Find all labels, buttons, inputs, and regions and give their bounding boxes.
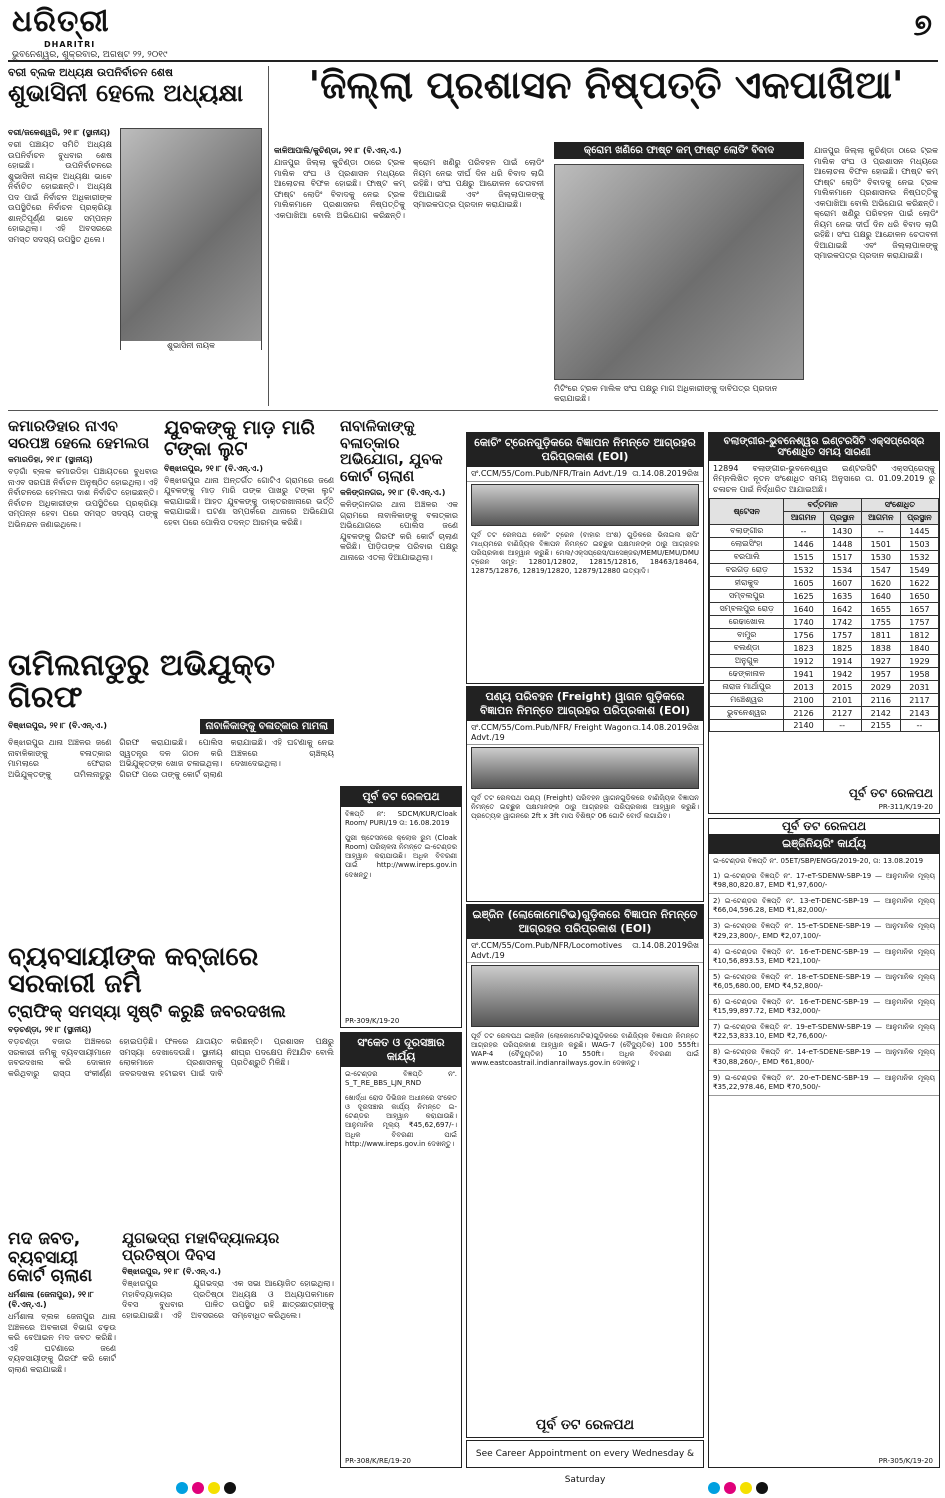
page-number: ୭ <box>913 8 932 43</box>
time-cell: 1640 <box>861 590 900 603</box>
story-land <box>8 944 334 1224</box>
ad-body: ପୂର୍ବ ତଟ ରେଳପଥ ପଣ୍ୟ (Freight) ପରିବହନ ୱାଗନଗୁଡ଼ିକରେ ବାଣିଜ୍ୟିକ ବିଜ୍ଞାପନ ନିମନ୍ତେ ଇଚ୍ଛୁକ ପକ୍ଷମାନଙ୍କ ଠାରୁ ଆଗ୍ରହର ପରିପ୍ରକାଶ ଆହ୍ୱାନ କରୁଛି। ପ୍ରତ୍ୟେକ ୱାଗନରେ 2ft x 3ft ମାପ ବିଶିଷ୍ଟ 06 ଗୋଟି ବୋର୍ଡ ଲଗାଯିବ। <box>471 794 699 821</box>
tender-item: 9) ଇ-ଟେଣ୍ଡର ବିଜ୍ଞପ୍ତି ନଂ. 20-eT-DENC-SBP-19 — ଆନୁମାନିକ ମୂଲ୍ୟ ₹35,22,978.46, EMD ₹70,500/- <box>709 1071 939 1096</box>
story-dateline: ବିଞ୍ଝାରପୁର, ୨୧।୮ (ବି.ଏନ୍.ଏ.) <box>8 720 107 730</box>
col-station: ଷ୍ଟେସନ <box>710 499 784 525</box>
story-sarpanch <box>8 418 158 638</box>
ad-ref: ବିଜ୍ଞପ୍ତି ନଂ: SDCM/KUR/Cloak Room/ PURI/19 ତା: 16.08.2019 <box>345 810 457 828</box>
time-cell: 1838 <box>861 642 900 655</box>
time-cell: 1620 <box>861 577 900 590</box>
time-cell: 1755 <box>861 616 900 629</box>
time-cell: 2031 <box>900 681 938 694</box>
story-dateline: ବିଞ୍ଝାରପୁର, ୨୧।୮ (ବି.ଏନ୍.ଏ.) <box>164 463 263 473</box>
ad-ref: ଇ-ଟେଣ୍ଡର ବିଜ୍ଞପ୍ତି ନଂ. S_T_RE_BBS_LJN_RND <box>345 1070 457 1088</box>
col-current: ବର୍ତ୍ତମାନ <box>784 499 861 512</box>
registration-mark <box>756 1482 768 1494</box>
ad-freight <box>466 686 704 902</box>
ad-locomotive <box>466 904 704 1438</box>
time-cell: 1430 <box>823 525 861 538</box>
time-cell: 2029 <box>861 681 900 694</box>
time-cell: 1635 <box>823 590 861 603</box>
story-dateline: ବରୀ/ଜଳେଶ୍ୱରି, ୨୧।୮ (ସ୍ଥାନୀୟ) <box>8 128 111 137</box>
ad-body: ପୁରୀ ଷ୍ଟେସନରେ କ୍ଲୋକ ରୁମ (Cloak Room) ପରିଚାଳନା ନିମନ୍ତେ ଇ-ଟେଣ୍ଡର ଆହ୍ୱାନ କରାଯାଉଛି। ଅଧିକ ବିବରଣୀ ପାଇଁ http://www.ireps.gov.in ଦେଖନ୍ତୁ। <box>345 834 458 879</box>
story-body: ଧର୍ମଶାଳା ବ୍ଲକ ଜେନାପୁର ଥାନା ଅଞ୍ଚଳରେ ଅବକାରୀ ବିଭାଗ ଚଢ଼ଉ କରି ବେଆଇନ ମଦ ଜବତ କରିଛି। ଏହି ଘଟଣାରେ ଜଣେ ବ୍ୟବସାୟୀଙ୍କୁ ଗିରଫ କରି କୋର୍ଟ ଚାଲାଣ କରାଯାଇଛି। <box>8 1312 116 1374</box>
time-cell: 2142 <box>861 707 900 720</box>
time-cell: 1650 <box>900 590 938 603</box>
story-subhead: ଟ୍ରାଫିକ୍ ସମସ୍ୟା ସୃଷ୍ଟି କରୁଛି ଜବରଦଖଲ <box>8 1001 286 1022</box>
photo-caption: ଶୁଭାସିନୀ ନାୟକ <box>121 341 261 351</box>
station-cell: ସମ୍ବଲପୁର <box>710 590 784 603</box>
station-cell: ଅନୁଗୁଳ <box>710 655 784 668</box>
time-cell: 1640 <box>784 603 823 616</box>
ad-pr-number: PR-305/K/19-20 <box>878 1457 933 1465</box>
time-cell: 1825 <box>823 642 861 655</box>
column-rule <box>268 66 269 406</box>
time-cell: 1655 <box>861 603 900 616</box>
time-cell: 1657 <box>900 603 938 616</box>
timetable-row <box>710 681 939 694</box>
station-cell: ବଲାଙ୍ଗୀର <box>710 525 784 538</box>
col-revised: ସଂଶୋଧିତ <box>861 499 938 512</box>
time-cell: 1957 <box>861 668 900 681</box>
logo-subtitle: DHARITRI <box>44 40 96 49</box>
story-dateline: କଳିଙ୍ଗନଗର, ୨୧।୮ (ବି.ଏନ୍.ଏ.) <box>340 488 446 497</box>
time-cell: 1530 <box>861 551 900 564</box>
station-cell: ବାମୁର <box>710 629 784 642</box>
ad-pr-number: PR-309/K/19-20 <box>345 1017 400 1025</box>
story-dateline: ବିଞ୍ଝାରପୁର, ୨୧।୮ (ବି.ଏନ୍.ଏ.) <box>122 1267 221 1276</box>
story-headline: ଯୁବକଙ୍କୁ ମାଡ଼ ମାରି ଟଙ୍କା ଲୁଟ <box>164 418 315 460</box>
tender-item: 6) ଇ-ଟେଣ୍ଡର ବିଜ୍ଞପ୍ତି ନଂ. 16-eT-DENC-SBP-19 — ଆନୁମାନିକ ମୂଲ୍ୟ ₹15,99,897.72, EMD ₹32,000/- <box>709 995 939 1020</box>
story-body: ବିଞ୍ଝାରପୁର ଯୁଗଭଦ୍ରା ମହାବିଦ୍ୟାଳୟର ପ୍ରତିଷ୍ଠା ଦିବସ ବୁଧବାର ପାଳିତ ହୋଇଯାଇଛି। ଏହି ଅବସରରେ ଏକ ସଭା ଆୟୋଜିତ ହୋଇଥିଲା। ଅଧ୍ୟକ୍ଷ ଓ ଅଧ୍ୟାପକମାନେ ଉପସ୍ଥିତ ରହି ଛାତ୍ରଛାତ୍ରୀଙ୍କୁ ସମ୍ବୋଧିତ କରିଥିଲେ। <box>122 1279 334 1320</box>
registration-mark <box>724 1482 736 1494</box>
story-lead <box>274 66 938 406</box>
ad-coaching <box>466 432 704 684</box>
issue-dateline: ଭୁବନେଶ୍ୱର, ଶୁକ୍ରବାର, ଅଗଷ୍ଟ ୨୨, ୨୦୧୯ <box>12 50 168 60</box>
ad-title: ଇଞ୍ଜିନିୟରିଂ କାର୍ଯ୍ୟ <box>709 834 939 854</box>
ad-intro: 12894 ବଲାଙ୍ଗୀର-ଭୁବନେଶ୍ୱର ଇଣ୍ଟରସିଟି ଏକ୍ସପ୍ରେସ୍‌କୁ ନିମ୍ନଲିଖିତ ନୂତନ ସଂଶୋଧିତ ସମୟ ଅନୁସାରେ ତା. 01.09.2019 ରୁ ଚଳାଚଳ ପାଇଁ ନିର୍ଦ୍ଧାରିତ ଆଯାଇଅଛି। <box>713 464 935 494</box>
time-cell: 1757 <box>900 616 938 629</box>
station-cell: ହୀରାକୁଦ <box>710 577 784 590</box>
timetable-row <box>710 551 939 564</box>
time-cell: 1448 <box>823 538 861 551</box>
story-body: ବିଞ୍ଝାରପୁର ଥାନା ଅନ୍ତର୍ଗତ ଗୋଟିଏ ଗ୍ରାମରେ ଜଣେ ଯୁବକଙ୍କୁ ମାଡ଼ ମାରି ତାଙ୍କ ପାଖରୁ ଟଙ୍କା ଲୁଟ କରାଯାଇଛି। ଆହତ ଯୁବକଙ୍କୁ ଡାକ୍ତରଖାନାରେ ଭର୍ତ୍ତି କରାଯାଇଛି। ଘଟଣା ସମ୍ପର୍କରେ ଥାନାରେ ଅଭିଯୋଗ ହେବା ପରେ ପୋଲିସ ତଦନ୍ତ ଆରମ୍ଭ କରିଛି। <box>164 475 334 527</box>
ad-title: ଇଞ୍ଜିନ (ଲୋକୋମୋଟିଭ)ଗୁଡ଼ିକରେ ବିଜ୍ଞାପନ ନିମନ୍ତେ ଆଗ୍ରହର ପରିପ୍ରକାଶ (EOI) <box>467 905 703 939</box>
story-headline: ତାମିଲନାଡୁରୁ ଅଭିଯୁକ୍ତ ଗିରଫ <box>8 650 276 715</box>
ad-title: ପୂର୍ବ ତଟ ରେଳପଥ <box>341 787 461 807</box>
ad-timetable <box>708 432 940 814</box>
lead-dateline: କାଳିଆପାଲି/କୁଚିଣ୍ଡା, ୨୧।୮ (ବି.ଏନ୍.ଏ.) <box>274 146 402 155</box>
ad-header: ପୂର୍ବ ତଟ ରେଳପଥ <box>781 819 867 833</box>
ad-ref: ସଂ.CCM/55/Com.Pub/NFR/ Freight Wagon Advt./19 <box>471 723 632 742</box>
story-kicker: ବରୀ ବ୍ଲକ ଅଧ୍ୟକ୍ଷ ଉପନିର୍ବାଚନ ଶେଷ <box>8 66 174 79</box>
time-cell: 1757 <box>823 629 861 642</box>
ad-body: ପୂର୍ବ ତଟ ରେଳପଥ ଇଞ୍ଜିନ (ଲୋକୋମୋଟିଭ)ଗୁଡ଼ିକରେ ବାଣିଜ୍ୟିକ ବିଜ୍ଞାପନ ନିମନ୍ତେ ଆଗ୍ରହର ପରିପ୍ରକାଶ ଆହ୍ୱାନ କରୁଛି। WAG-7 (ବୈଦ୍ୟୁତିକ) 100 555ft। WAP-4 (ବୈଦ୍ୟୁତିକ) 10 550ft। ଅଧିକ ବିବରଣୀ ପାଇଁ www.eastcoastrail.indianrailways.gov.in ଦେଖନ୍ତୁ। <box>471 1032 699 1068</box>
ad-signal <box>340 1032 462 1468</box>
lead-photo-caption: ମିଟିଂରେ ଟ୍ରକ ମାଲିକ ସଂଘ ପକ୍ଷରୁ ମାଗ ଅଧିକାରୀଙ୍କୁ ଦାବିପତ୍ର ପ୍ରଦାନ କରାଯାଇଛି। <box>554 384 778 403</box>
time-cell: 1942 <box>823 668 861 681</box>
col-arrival: ଆଗମନ <box>784 512 823 525</box>
story-minor <box>340 418 458 778</box>
timetable-row <box>710 668 939 681</box>
story-dateline: ବଡ଼ଚଣ୍ଡ଼ା, ୨୧।୮ (ସ୍ଥାନୀୟ) <box>8 1025 92 1035</box>
lead-headline: 'ଜିଲ୍ଲା ପ୍ରଶାସନ ନିଷ୍ପତ୍ତି ଏକପାଖିଆ' <box>308 66 904 107</box>
masthead <box>8 4 938 62</box>
ad-pr-number: PR-311/K/19-20 <box>878 803 933 811</box>
station-cell: ନାରାଜ ମାର୍ଥାପୁର <box>710 681 784 694</box>
wagon-image <box>471 747 699 789</box>
story-headline: ଶୁଭାସିନୀ ହେଲେ ଅଧ୍ୟକ୍ଷା <box>8 79 244 107</box>
station-cell: ଢେଙ୍କାନାଳ <box>710 668 784 681</box>
time-cell: 1607 <box>823 577 861 590</box>
ad-date: ତା.14.08.2019ରିଖ <box>632 941 699 950</box>
time-cell: 1622 <box>900 577 938 590</box>
train-image <box>471 484 699 526</box>
tender-item: 3) ଇ-ଟେଣ୍ଡର ବିଜ୍ଞପ୍ତି ନଂ. 15-eT-SDENE-SBP-19 — ଆନୁମାନିକ ମୂଲ୍ୟ ₹29,23,800/-, EMD ₹2,07,100/- <box>709 919 939 944</box>
ad-body: ପୂର୍ବ ତଟ ରେଳପଥ କୋଚିଂ ଟ୍ରେନ (ବାହାର ଅଂଶ) ଗୁଡ଼ିକରେ ଭିନାଇଲ ରାପିଂ ମାଧ୍ୟମରେ ବାଣିଜ୍ୟିକ ବିଜ୍ଞାପନ ନିମନ୍ତେ ଇଚ୍ଛୁକ ପକ୍ଷମାନଙ୍କ ଠାରୁ ଆଗ୍ରହର ପରିପ୍ରକାଶ ଆହ୍ୱାନ କରୁଛି। ମେଲ/ଏକ୍ସପ୍ରେସ/ପାସେଞ୍ଜର/MEMU/EMU/DMU ଟ୍ରେନ ସମୂହ: 12801/12802, 12815/12816, 18463/18464, 12875/12876, 12819/12820, 12879/12880 ଇତ୍ୟାଦି। <box>471 531 699 576</box>
time-cell: 1914 <box>823 655 861 668</box>
time-cell: 1503 <box>900 538 938 551</box>
lead-body: ଯାଜପୁର ଜିଲ୍ଲା କୁଚିଣ୍ଡା ଠାରେ ଟ୍ରକ ମାଲିକ ସଂଘ ଓ ପ୍ରଶାସନ ମଧ୍ୟରେ ଆଲୋଚନା ବିଫଳ ହୋଇଛି। ଫାଷ୍ଟ କମ୍ ଫାଷ୍ଟ ଲୋଡିଂ ବିବାଦକୁ ନେଇ ଟ୍ରକ ମାଲିକମାନେ ପ୍ରଶାସନର ନିଷ୍ପତ୍ତିକୁ ଏକପାଖିଆ ବୋଲି ଅଭିଯୋଗ କରିଛନ୍ତି। କ୍ରୋମ ଖଣିରୁ ପରିବହନ ପାଇଁ ଲୋଡିଂ ନିୟମ ନେଇ ଦୀର୍ଘ ଦିନ ଧରି ବିବାଦ ଲାଗି ରହିଛି। ସଂଘ ପକ୍ଷରୁ ଆନ୍ଦୋଳନ ଚେତାବନୀ ଦିଆଯାଇଛି ଏବଂ ଜିଲ୍ଲାପାଳଙ୍କୁ ସ୍ମାରକପତ୍ର ପ୍ରଦାନ କରାଯାଇଛି। <box>274 158 544 220</box>
time-cell: -- <box>861 525 900 538</box>
time-cell: 1642 <box>823 603 861 616</box>
time-cell: 2100 <box>784 694 823 707</box>
time-cell: 1812 <box>900 629 938 642</box>
story-subhani <box>8 66 264 406</box>
time-cell: 1958 <box>900 668 938 681</box>
station-cell <box>710 720 784 732</box>
timetable-row <box>710 590 939 603</box>
time-cell: 1549 <box>900 564 938 577</box>
col-arrival: ଆଗମନ <box>861 512 900 525</box>
ad-ref: ସଂ.CCM/55/Com.Pub/NFR/Locomotives Advt./19 <box>471 941 623 960</box>
time-cell: 1446 <box>784 538 823 551</box>
time-cell: 1927 <box>861 655 900 668</box>
time-cell: 1532 <box>900 551 938 564</box>
time-cell: 2127 <box>823 707 861 720</box>
station-cell: ଭୁବନେଶ୍ୱର <box>710 707 784 720</box>
tender-item: 8) ଇ-ଟେଣ୍ଡର ବିଜ୍ଞପ୍ତି ନଂ. 14-eT-SDENE-SBP-19 — ଆନୁମାନିକ ମୂଲ୍ୟ ₹30,88,260/-, EMD ₹61,800/- <box>709 1045 939 1070</box>
story-dateline: ଧର୍ମଶାଳା (ଜେନାପୁର), ୨୧।୮ (ବି.ଏନ୍.ଏ.) <box>8 1290 94 1310</box>
registration-mark <box>192 1482 204 1494</box>
story-youth <box>164 418 334 638</box>
timetable-row <box>710 577 939 590</box>
station-cell: ମଞ୍ଚେଶ୍ୱର <box>710 694 784 707</box>
story-headline: ଯୁଗଭଦ୍ରା ମହାବିଦ୍ୟାଳୟର ପ୍ରତିଷ୍ଠା ଦିବସ <box>122 1230 280 1264</box>
lead-body-continued: ଯାଜପୁର ଜିଲ୍ଲା କୁଚିଣ୍ଡା ଠାରେ ଟ୍ରକ ମାଲିକ ସଂଘ ଓ ପ୍ରଶାସନ ମଧ୍ୟରେ ଆଲୋଚନା ବିଫଳ ହୋଇଛି। ଫାଷ୍ଟ କମ୍ ଫାଷ୍ଟ ଲୋଡିଂ ବିବାଦକୁ ନେଇ ଟ୍ରକ ମାଲିକମାନେ ପ୍ରଶାସନର ନିଷ୍ପତ୍ତିକୁ ଏକପାଖିଆ ବୋଲି ଅଭିଯୋଗ କରିଛନ୍ତି। କ୍ରୋମ ଖଣିରୁ ପରିବହନ ପାଇଁ ଲୋଡିଂ ନିୟମ ନେଇ ଦୀର୍ଘ ଦିନ ଧରି ବିବାଦ ଲାଗି ରହିଛି। ସଂଘ ପକ୍ଷରୁ ଆନ୍ଦୋଳନ ଚେତାବନୀ ଦିଆଯାଇଛି ଏବଂ ଜିଲ୍ଲାପାଳଙ୍କୁ ସ୍ମାରକପତ୍ର ପ୍ରଦାନ କରାଯାଇଛି। <box>814 146 938 261</box>
story-body: ବଡ଼ଗାଁ ବ୍ଲକ କମାରଡିହା ପଞ୍ଚାୟତରେ ବୁଧବାର ନାଏବ ସରପଞ୍ଚ ନିର୍ବାଚନ ଅନୁଷ୍ଠିତ ହୋଇଥିଲା। ଏହି ନିର୍ବାଚନରେ ହେମଲତା ଦାଶ ନିର୍ବାଚିତ ହୋଇଛନ୍ତି। ନିର୍ବାଚନ ଅଧିକାରୀଙ୍କ ଉପସ୍ଥିତିରେ ପ୍ରକ୍ରିୟା ସମ୍ପନ୍ନ ହେବା ପରେ ସମସ୍ତ ସଦସ୍ୟ ତାଙ୍କୁ ଅଭିନନ୍ଦନ ଜଣାଇଥିଲେ। <box>8 467 158 529</box>
col-departure: ପ୍ରସ୍ଥାନ <box>900 512 938 525</box>
time-cell: -- <box>900 720 938 732</box>
ad-date: ତା.14.08.2019ରିଖ <box>632 469 699 478</box>
story-body: ବରୀ ପଞ୍ଚାୟତ ସମିତି ଅଧ୍ୟକ୍ଷ ଉପନିର୍ବାଚନ ବୁଧବାର ଶେଷ ହୋଇଛି। ଉପନିର୍ବାଚନରେ ଶୁଭାସିନୀ ନାୟକ ଅଧ୍ୟକ୍ଷା ଭାବେ ନିର୍ବାଚିତ ହୋଇଛନ୍ତି। ଅଧ୍ୟକ୍ଷ ପଦ ପାଇଁ ନିର୍ବାଚନ ଅଧିକାରୀଙ୍କ ଉପସ୍ଥିତିରେ ନିର୍ବାଚନ ପ୍ରକ୍ରିୟା ଶାନ୍ତିପୂର୍ଣ୍ଣ ଭାବେ ସମ୍ପନ୍ନ ହୋଇଥିଲା। ଏହି ଅବସରରେ ସମସ୍ତ ସଦସ୍ୟ ଉପସ୍ଥିତ ଥିଲେ। <box>8 140 112 244</box>
timetable-row <box>710 655 939 668</box>
time-cell: 2140 <box>784 720 823 732</box>
section-rule <box>8 410 938 411</box>
story-headline: ନାବାଳିକାଙ୍କୁ ବଳାତ୍କାର ଅଭିଯୋଗ, ଯୁବକ କୋର୍ଟ ଚାଲାଣ <box>340 418 443 485</box>
ad-pr-number: PR-308/K/RE/19-20 <box>345 1457 411 1465</box>
time-cell: 1532 <box>784 564 823 577</box>
time-cell: -- <box>784 525 823 538</box>
lead-photo <box>554 164 804 380</box>
timetable-row <box>710 694 939 707</box>
station-cell: ବରପାଲି <box>710 551 784 564</box>
story-body: ବଡ଼ଚଣ୍ଡ଼ା ବଜାର ଅଞ୍ଚଳରେ ସରକାରୀ ଜମିକୁ ବ୍ୟବସାୟୀମାନେ ଜବରଦଖଲ କରି ଦୋକାନ କରିଥିବାରୁ ରାସ୍ତା ସଂକୀର୍ଣ୍ଣ ହୋଇପଡ଼ିଛି। ଫଳରେ ଯାତାୟତ ସମସ୍ୟା ଦେଖାଦେଉଛି। ସ୍ଥାନୀୟ ଲୋକମାନେ ପ୍ରଶାସନକୁ ଜବରଦଖଲ ହଟାଇବା ପାଇଁ ଦାବି କରିଛନ୍ତି। ପ୍ରଶାସନ ପକ୍ଷରୁ ଶୀଘ୍ର ପଦକ୍ଷେପ ନିଆଯିବ ବୋଲି ପ୍ରତିଶ୍ରୁତି ମିଳିଛି। <box>8 1037 334 1078</box>
time-cell: 2126 <box>784 707 823 720</box>
timetable-row <box>710 603 939 616</box>
time-cell: 1534 <box>823 564 861 577</box>
time-cell: 1912 <box>784 655 823 668</box>
locomotive-image <box>471 965 699 1027</box>
story-headline: ମଦ ଜବତ, ବ୍ୟବସାୟୀ କୋର୍ଟ ଚାଲାଣ <box>8 1230 93 1287</box>
time-cell: 1941 <box>784 668 823 681</box>
ad-title: ବଲାଙ୍ଗୀର-ଭୁବନେଶ୍ୱର ଇଣ୍ଟରସିଟି ଏକ୍ସପ୍ରେସ୍‌ର ସଂଶୋଧିତ ସମୟ ସାରଣୀ <box>709 433 939 461</box>
ad-body: ଖୋର୍ଦ୍ଧା ରୋଡ ଡିଭିଜନ ଅଧୀନରେ ସଂକେତ ଓ ଦୂରସଞ୍ଚାର କାର୍ଯ୍ୟ ନିମନ୍ତେ ଇ-ଟେଣ୍ଡର ଆହ୍ୱାନ କରାଯାଉଛି। ଆନୁମାନିକ ମୂଲ୍ୟ ₹45,62,697/-। ଅଧିକ ବିବରଣୀ ପାଇଁ http://www.ireps.gov.in ଦେଖନ୍ତୁ। <box>345 1094 457 1148</box>
registration-mark <box>208 1482 220 1494</box>
timetable-row <box>710 642 939 655</box>
timetable-row <box>710 629 939 642</box>
time-cell: 1756 <box>784 629 823 642</box>
newspaper-logo: ଧରିତ୍ରୀ <box>12 4 110 39</box>
time-cell: 2117 <box>900 694 938 707</box>
tender-item: 4) ଇ-ଟେଣ୍ଡର ବିଜ୍ଞପ୍ତି ନଂ. 16-eT-DENC-SBP-19 — ଆନୁମାନିକ ମୂଲ୍ୟ ₹10,56,893.53, EMD ₹21,100/- <box>709 945 939 970</box>
ad-cloakroom <box>340 786 462 1028</box>
time-cell: 1605 <box>784 577 823 590</box>
story-subhead: ନାବାଳିକାଙ୍କୁ ବଳାତ୍କାର ମାମଲା <box>200 719 334 734</box>
tender-item: 5) ଇ-ଟେଣ୍ଡର ବିଜ୍ଞପ୍ତି ନଂ. 18-eT-SDENE-SBP-19 — ଆନୁମାନିକ ମୂଲ୍ୟ ₹6,05,680.00, EMD ₹4,52,800/- <box>709 970 939 995</box>
time-cell: 1547 <box>861 564 900 577</box>
timetable-row <box>710 538 939 551</box>
timetable-table <box>709 498 939 732</box>
time-cell: 1517 <box>823 551 861 564</box>
time-cell: 1625 <box>784 590 823 603</box>
station-cell: ସମ୍ବଲପୁର ରୋଡ଼ <box>710 603 784 616</box>
time-cell: 1823 <box>784 642 823 655</box>
time-cell: 1811 <box>861 629 900 642</box>
timetable-row <box>710 720 939 732</box>
story-dateline: କମାରଡିହା, ୨୧।୮ (ସ୍ଥାନୀୟ) <box>8 455 93 464</box>
time-cell: -- <box>823 720 861 732</box>
time-cell: 1929 <box>900 655 938 668</box>
time-cell: 2015 <box>823 681 861 694</box>
ad-ref: ସଂ.CCM/55/Com.Pub/NFR/Train Advt./19 <box>471 469 628 478</box>
registration-mark <box>708 1482 720 1494</box>
ad-footer: ପୂର୍ବ ତଟ ରେଳପଥ <box>848 786 933 800</box>
story-body: ବିଞ୍ଝାରପୁର ଥାନା ଅଞ୍ଚଳର ଜଣେ ନାବାଳିକାଙ୍କୁ ବଳାତ୍କାର ମାମଲାରେ ଫେରାର ଅଭିଯୁକ୍ତଙ୍କୁ ତାମିଲନାଡୁରୁ ଗିରଫ କରାଯାଇଛି। ପୋଲିସ ସ୍ୱତନ୍ତ୍ର ଦଳ ଗଠନ କରି ଅଭିଯୁକ୍ତଙ୍କ ଖୋଜ ଚଳାଇଥିଲା। ଗିରଫ ପରେ ତାଙ୍କୁ କୋର୍ଟ ଚାଲାଣ କରାଯାଇଛି। ଏହି ଘଟଣାକୁ ନେଇ ଅଞ୍ଚଳରେ ଚାଞ୍ଚଲ୍ୟ ଦେଖାଦେଇଥିଲା। <box>8 738 334 779</box>
ad-footer: ପୂର୍ବ ତଟ ରେଳପଥ <box>535 1417 635 1433</box>
timetable-row <box>710 525 939 538</box>
timetable-row <box>710 616 939 629</box>
tender-item: 1) ଇ-ଟେଣ୍ଡର ବିଜ୍ଞପ୍ତି ନଂ. 17-eT-SDENW-SBP-19 — ଆନୁମାନିକ ମୂଲ୍ୟ ₹98,80,820.87, EMD ₹1,97,600/- <box>709 869 939 894</box>
registration-mark <box>740 1482 752 1494</box>
tender-list <box>709 869 939 1096</box>
time-cell: 1840 <box>900 642 938 655</box>
registration-mark <box>176 1482 188 1494</box>
story-headline: କମାରଡିହାର ନାଏବ ସରପଞ୍ଚ ହେଲେ ହେମଲତା <box>8 418 150 452</box>
story-college <box>122 1230 334 1466</box>
lead-photo-title: କ୍ରୋମ ଖଣିରେ ଫାଷ୍ଟ କମ୍ ଫାଷ୍ଟ ଲୋଡିଂ ବିବାଦ <box>554 142 804 159</box>
story-headline: ବ୍ୟବସାୟୀଙ୍କ କବ୍ଜାରେ ସରକାରୀ ଜମି <box>8 944 259 1000</box>
time-cell: 2116 <box>861 694 900 707</box>
station-cell: ରେଢାଖୋଲ <box>710 616 784 629</box>
time-cell: 1740 <box>784 616 823 629</box>
time-cell: 1515 <box>784 551 823 564</box>
time-cell: 1501 <box>861 538 900 551</box>
career-strip: See Career Appointment on every Wednesday & Saturday <box>466 1440 704 1468</box>
time-cell: 2155 <box>861 720 900 732</box>
station-cell: ବରଗଡ଼ ରୋଡ଼ <box>710 564 784 577</box>
time-cell: 1445 <box>900 525 938 538</box>
story-liquor <box>8 1230 116 1466</box>
ad-date: ତା.14.08.2019ରିଖ <box>632 723 699 732</box>
story-body: କଳିଙ୍ଗନଗର ଥାନା ଅଞ୍ଚଳର ଏକ ଗ୍ରାମରେ ନାବାଳିକାଙ୍କୁ ବଳାତ୍କାର ଅଭିଯୋଗରେ ପୋଲିସ ଜଣେ ଯୁବକଙ୍କୁ ଗିରଫ କରି କୋର୍ଟ ଚାଲାଣ କରିଛି। ପୀଡ଼ିତାଙ୍କ ପରିବାର ପକ୍ଷରୁ ଥାନାରେ ଏତଲା ଦିଆଯାଇଥିଲା। <box>340 500 458 562</box>
time-cell: 2101 <box>823 694 861 707</box>
story-tamilnadu <box>8 650 334 940</box>
station-cell: ଲୋଇସିଂହା <box>710 538 784 551</box>
col-departure: ପ୍ରସ୍ଥାନ <box>823 512 861 525</box>
tender-item: 2) ଇ-ଟେଣ୍ଡର ବିଜ୍ଞପ୍ତି ନଂ. 13-eT-DENC-SBP-19 — ଆନୁମାନିକ ମୂଲ୍ୟ ₹66,04,596.28, EMD ₹1,82,000/- <box>709 894 939 919</box>
ad-title: ସଂକେତ ଓ ଦୂରସଞ୍ଚାର କାର୍ଯ୍ୟ <box>341 1033 461 1067</box>
time-cell: 1742 <box>823 616 861 629</box>
timetable-row <box>710 564 939 577</box>
time-cell: 2143 <box>900 707 938 720</box>
time-cell: 2013 <box>784 681 823 694</box>
ad-engineering <box>708 818 940 1468</box>
registration-mark <box>224 1482 236 1494</box>
timetable-row <box>710 707 939 720</box>
tender-item: 7) ଇ-ଟେଣ୍ଡର ବିଜ୍ଞପ୍ତି ନଂ. 19-eT-SDENW-SBP-19 — ଆନୁମାନିକ ମୂଲ୍ୟ ₹22,53,833.10, EMD ₹2,76,600/- <box>709 1020 939 1045</box>
ad-title: ପଣ୍ୟ ପରିବହନ (Freight) ୱାଗନ ଗୁଡ଼ିକରେ ବିଜ୍ଞାପନ ନିମନ୍ତେ ଆଗ୍ରହର ପରିପ୍ରକାଶ (EOI) <box>467 687 703 721</box>
portrait-photo <box>120 128 262 350</box>
ad-title: କୋଚିଂ ଟ୍ରେନଗୁଡ଼ିକରେ ବିଜ୍ଞାପନ ନିମନ୍ତେ ଆଗ୍ରହର ପରିପ୍ରକାଶ (EOI) <box>467 433 703 467</box>
ad-ref: ଇ-ଟେଣ୍ଡର ବିଜ୍ଞପ୍ତି ନଂ. 05ET/SBP/ENGG/2019-20, ତା: 13.08.2019 <box>713 857 924 865</box>
station-cell: ବଲଣ୍ଡା <box>710 642 784 655</box>
